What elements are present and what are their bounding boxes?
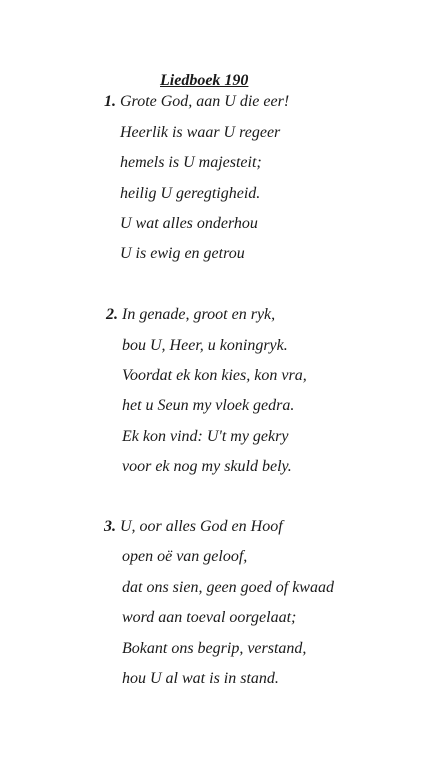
stanza-line: voor ek nog my skuld bely. (122, 458, 292, 475)
stanza-line: Bokant ons begrip, verstand, (122, 640, 307, 657)
stanza-number: 2. (106, 306, 118, 323)
stanza-line: 3. U, oor alles God en Hoof (104, 518, 283, 535)
stanza-line: dat ons sien, geen goed of kwaad (122, 579, 334, 596)
stanza-line: 2. In genade, groot en ryk, (106, 306, 276, 323)
stanza-line: hemels is U majesteit; (120, 154, 262, 171)
stanza-line: hou U al wat is in stand. (122, 670, 279, 687)
stanza-number: 3. (104, 518, 116, 535)
stanza-line: U wat alles onderhou (120, 215, 258, 232)
stanza-line: het u Seun my vloek gedra. (122, 397, 295, 414)
stanza-line: bou U, Heer, u koningryk. (122, 337, 288, 354)
stanza-line: heilig U geregtigheid. (120, 185, 261, 202)
stanza-line: Heerlik is waar U regeer (120, 124, 281, 141)
page-title: Liedboek 190 (160, 72, 249, 89)
stanza-line: U is ewig en getrou (120, 245, 245, 262)
stanza-line: word aan toeval oorgelaat; (122, 609, 297, 626)
stanza-line: open oë van geloof, (122, 548, 248, 565)
stanza-number: 1. (104, 93, 116, 110)
stanza-line: Ek kon vind: U't my gekry (122, 428, 289, 445)
stanza-line: 1. Grote God, aan U die eer! (104, 93, 290, 110)
stanza-line: Voordat ek kon kies, kon vra, (122, 367, 307, 384)
